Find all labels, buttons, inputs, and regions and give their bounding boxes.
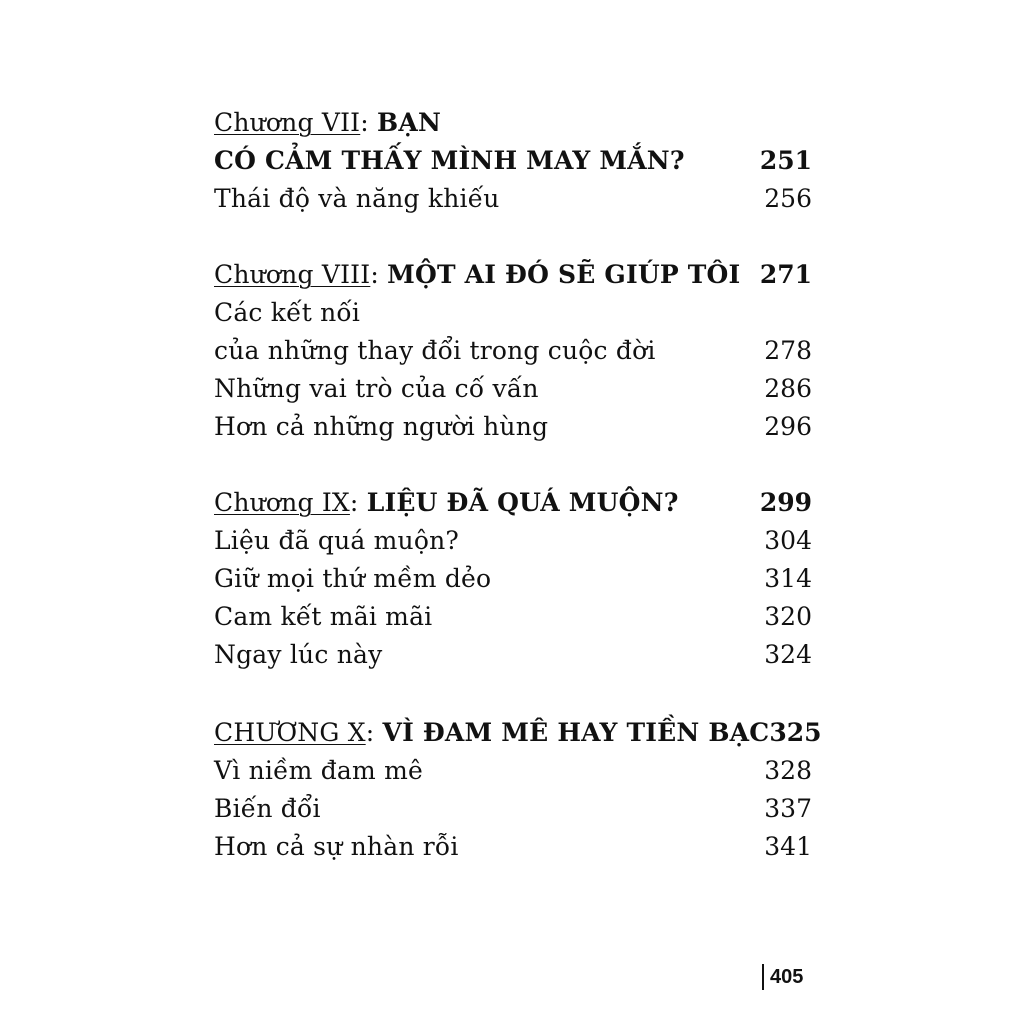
chapter-label: CHƯƠNG X	[214, 718, 366, 747]
chapter-heading-row	[214, 484, 812, 522]
chapter-separator: :	[349, 488, 367, 517]
chapter-page-number: 325	[769, 718, 822, 747]
toc-entry	[214, 790, 812, 828]
chapter-heading-row	[214, 104, 812, 142]
toc-section-chapter-7	[214, 104, 812, 218]
entry-title: Cam kết mãi mãi	[214, 602, 433, 631]
chapter-heading-row	[214, 714, 822, 752]
entry-title: Hơn cả những người hùng	[214, 412, 549, 441]
entry-page-number: 256	[764, 184, 812, 213]
entry-title: Hơn cả sự nhàn rỗi	[214, 832, 459, 861]
entry-title: Các kết nối	[214, 298, 361, 327]
page-number: 405	[770, 965, 804, 988]
entry-title: Vì niềm đam mê	[214, 756, 423, 785]
chapter-title: LIỆU ĐÃ QUÁ MUỘN?	[366, 488, 679, 517]
toc-section-chapter-9	[214, 484, 812, 674]
toc-entry	[214, 752, 812, 790]
table-of-contents	[214, 104, 822, 904]
chapter-title: VÌ ĐAM MÊ HAY TIỀN BẠC	[382, 718, 770, 747]
entry-page-number: 320	[764, 602, 812, 631]
entry-page-number: 341	[764, 832, 812, 861]
entry-title: của những thay đổi trong cuộc đời	[214, 336, 656, 365]
chapter-page-number: 271	[759, 260, 812, 289]
toc-entry	[214, 522, 812, 560]
entry-page-number: 304	[764, 526, 812, 555]
toc-entry	[214, 598, 812, 636]
entry-title: Biến đổi	[214, 794, 321, 823]
chapter-title: MỘT AI ĐÓ SẼ GIÚP TÔI	[387, 260, 741, 289]
toc-entry	[214, 294, 812, 332]
entry-title: Những vai trò của cố vấn	[214, 374, 539, 403]
chapter-title-line1: BẠN	[377, 108, 442, 137]
page-footer	[762, 964, 803, 990]
chapter-page-number: 299	[759, 488, 812, 517]
entry-title: Thái độ và năng khiếu	[214, 184, 500, 213]
toc-section-chapter-8	[214, 256, 812, 446]
chapter-heading-row	[214, 256, 812, 294]
chapter-separator: :	[365, 718, 383, 747]
toc-entry	[214, 560, 812, 598]
chapter-separator: :	[370, 260, 388, 289]
chapter-label: Chương VIII	[214, 260, 371, 289]
entry-title: Liệu đã quá muộn?	[214, 526, 460, 555]
entry-page-number: 286	[764, 374, 812, 403]
entry-title: Giữ mọi thứ mềm dẻo	[214, 564, 492, 593]
chapter-label: Chương IX	[214, 488, 350, 517]
toc-entry	[214, 332, 812, 370]
entry-page-number: 337	[764, 794, 812, 823]
chapter-page-number: 251	[759, 146, 812, 175]
entry-title: Ngay lúc này	[214, 640, 383, 669]
entry-page-number: 324	[764, 640, 812, 669]
toc-section-chapter-10	[214, 714, 822, 866]
chapter-separator: :	[360, 108, 378, 137]
entry-page-number: 328	[764, 756, 812, 785]
toc-entry	[214, 180, 812, 218]
toc-entry	[214, 408, 812, 446]
entry-page-number: 314	[764, 564, 812, 593]
chapter-title-line2: CÓ CẢM THẤY MÌNH MAY MẮN?	[214, 146, 685, 175]
entry-page-number: 296	[764, 412, 812, 441]
footer-rule	[762, 964, 764, 990]
toc-entry	[214, 636, 812, 674]
chapter-label: Chương VII	[214, 108, 361, 137]
chapter-heading-row	[214, 142, 812, 180]
toc-entry	[214, 370, 812, 408]
entry-page-number: 278	[764, 336, 812, 365]
toc-entry	[214, 828, 812, 866]
